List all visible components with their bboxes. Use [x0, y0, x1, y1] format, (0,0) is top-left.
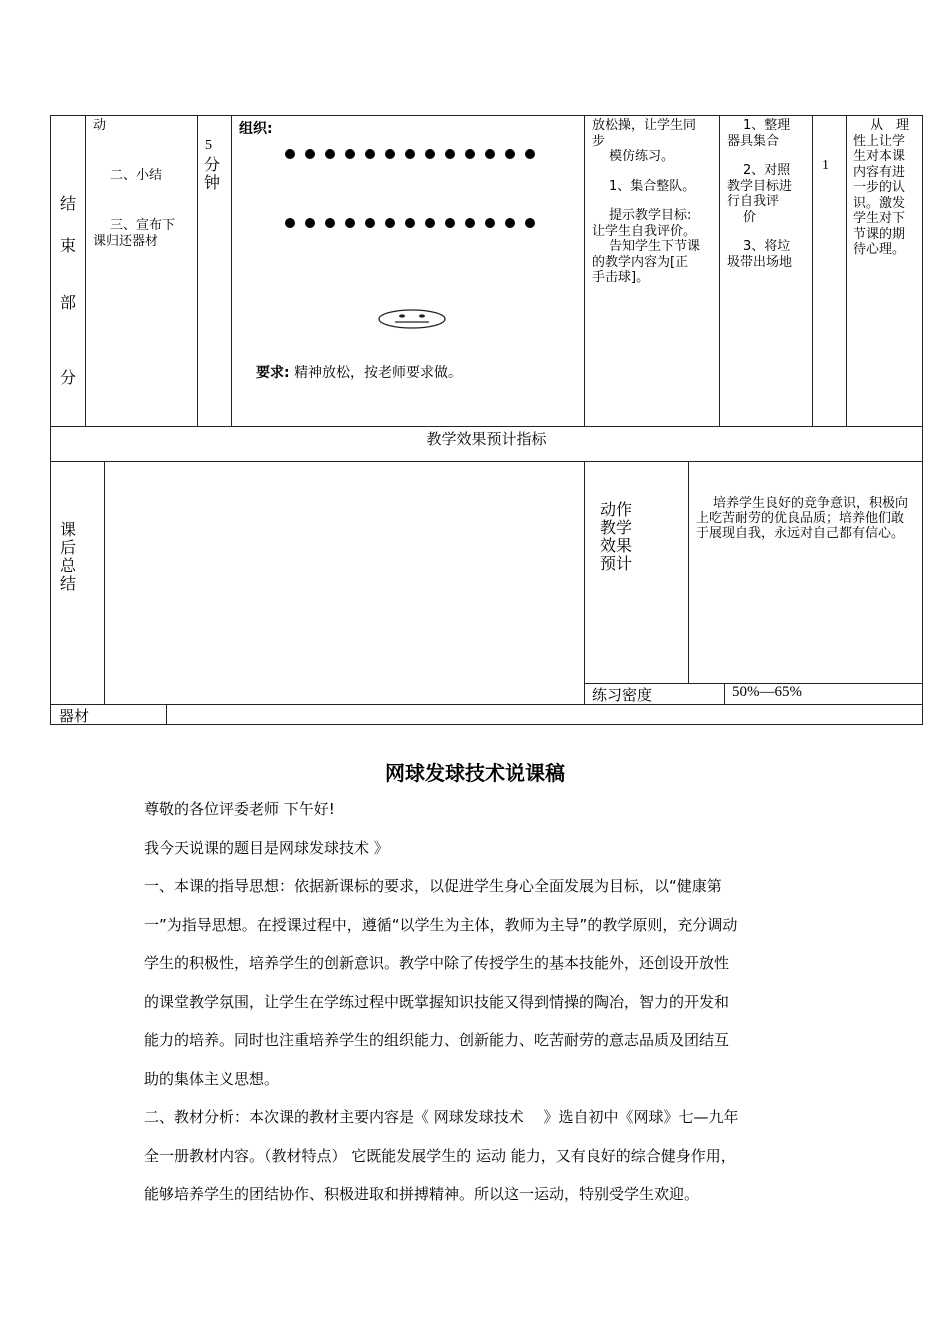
student-dot-icon: [305, 218, 315, 228]
content-line-top: 动: [93, 118, 107, 133]
intent-line: 内容有进: [853, 164, 906, 180]
equipment-label-cell: [50, 704, 167, 725]
section-label-char: 束: [59, 236, 76, 255]
student-activity-line: 3、将垃: [743, 239, 791, 254]
organization-cell: [231, 115, 585, 427]
student-dot-icon: [285, 218, 295, 228]
student-dot-icon: [285, 149, 295, 159]
student-dot-icon: [505, 218, 515, 228]
intent-line: 一步的认: [853, 180, 906, 195]
student-dot-icon: [445, 218, 455, 228]
student-dot-icon: [305, 149, 315, 159]
expectation-label-cell: [584, 461, 689, 684]
student-activity-line: 圾带出场地: [727, 254, 793, 270]
teacher-activity-line: 模仿练习。: [609, 149, 675, 164]
organization-label: 组织:: [239, 121, 273, 137]
teacher-activity-line: 手击球]。: [592, 270, 650, 285]
effect-header-row: [50, 426, 923, 462]
student-activity-line: 器具集合: [727, 133, 780, 149]
student-dot-icon: [525, 218, 535, 228]
student-dot-icon: [485, 149, 495, 159]
student-dot-icon: [385, 218, 395, 228]
student-dot-icon: [525, 149, 535, 159]
intent-line: 待心理。: [853, 242, 906, 257]
student-dot-icon: [465, 149, 475, 159]
paragraph-line: 的课堂教学氛围，让学生在学练过程中既掌握知识技能又得到情操的陶冶，智力的开发和: [144, 992, 730, 1011]
teacher-activity-line: 提示教学目标:: [609, 208, 692, 223]
count-value: 1: [822, 158, 829, 173]
student-dot-icon: [505, 149, 515, 159]
student-dot-icon: [465, 218, 475, 228]
equipment-label: 器材: [59, 707, 90, 725]
paragraph-line: 能力的培养。同时也注重培养学生的组织能力、创新能力、吃苦耐劳的意志品质及团结互: [144, 1031, 730, 1049]
density-label: 练习密度: [592, 686, 653, 704]
summary-label-cell: [50, 461, 105, 705]
smiley-face-icon: [376, 308, 448, 330]
intent-line: 识。激发: [853, 195, 906, 211]
document-title: 网球发球技术说课稿: [385, 761, 565, 785]
density-label-cell: [584, 683, 725, 705]
student-dot-icon: [345, 149, 355, 159]
paragraph-line: 一、本课的指导思想：依据新课标的要求，以促进学生身心全面发展为目标，以“健康第: [144, 877, 722, 895]
requirement-text: 精神放松，按老师要求做。: [294, 365, 463, 381]
section-label-cell: [50, 115, 86, 427]
student-activity-line: 价: [743, 209, 757, 225]
requirement-line: [256, 362, 462, 382]
intent-cell: [846, 115, 923, 427]
teacher-activity-line: 让学生自我评价。: [592, 223, 697, 239]
teacher-activity-cell: [584, 115, 720, 427]
teacher-activity-line: 的教学内容为[正: [592, 254, 689, 270]
equipment-value-cell[interactable]: [166, 704, 923, 725]
density-value-cell: [724, 683, 923, 705]
count-cell: [812, 115, 847, 427]
student-activity-line: 1、整理: [743, 118, 791, 133]
intent-line: 学生对下: [853, 211, 906, 226]
requirement-label: 要求:: [256, 365, 290, 381]
section-label-char: 结: [59, 194, 76, 213]
summary-content-cell[interactable]: [104, 461, 585, 705]
student-dot-icon: [325, 149, 335, 159]
teacher-activity-line: 1、集合整队。: [609, 178, 696, 194]
content-item-dismiss-line1: 三、宣布下: [110, 218, 176, 233]
paragraph-line: 二、教材分析：本次课的教材主要内容是《 网球发球技术 》选自初中《网球》七—九年: [144, 1108, 739, 1126]
paragraph-line: 我今天说课的题目是网球发球技术 》: [144, 838, 389, 857]
student-dot-icon: [365, 218, 375, 228]
teacher-activity-line: 步: [592, 133, 606, 149]
student-dot-icon: [425, 218, 435, 228]
student-dot-icon: [425, 149, 435, 159]
student-dot-icon: [445, 149, 455, 159]
effect-header-title: 教学效果预计指标: [426, 430, 547, 448]
section-label-char: 分: [59, 368, 76, 387]
summary-label: 课 后 总 结: [60, 520, 77, 593]
density-value: 50%—65%: [732, 684, 802, 700]
intent-line: 性上让学: [853, 133, 906, 149]
time-cell: [197, 115, 232, 427]
paragraph-line: 全一册教材内容。（教材特点） 它既能发展学生的 运动 能力，又有良好的综合健身作用，: [144, 1146, 736, 1165]
student-dot-icon: [385, 149, 395, 159]
student-dot-icon: [325, 218, 335, 228]
paragraph-line: 学生的积极性，培养学生的创新意识。教学中除了传授学生的基本技能外，还创设开放性: [144, 954, 730, 972]
expectation-text: 培养学生良好的竞争意识，积极向上吃苦耐劳的优良品质；培养他们敢于展现自我，永远对自己都有信心。: [696, 496, 909, 541]
time-unit: 分 钟: [204, 155, 221, 192]
student-activity-line: 教学目标进: [727, 178, 793, 194]
student-activity-cell: [719, 115, 813, 427]
paragraph-line: 尊敬的各位评委老师 下午好!: [144, 800, 335, 818]
expectation-text-cell: [688, 461, 923, 684]
intent-line: 节课的期: [853, 226, 906, 242]
section-label-char: 部: [59, 293, 76, 312]
student-activity-line: 行自我评: [727, 194, 780, 209]
student-dot-icon: [365, 149, 375, 159]
student-formation-row-2: [285, 218, 535, 228]
expectation-label: 动作 教学 效果 预计: [600, 500, 633, 573]
paragraph-line: 助的集体主义思想。: [144, 1069, 280, 1088]
content-item-summary: 二、小结: [110, 168, 163, 183]
teacher-activity-line: 告知学生下节课: [609, 239, 701, 254]
student-dot-icon: [345, 218, 355, 228]
content-item-dismiss-line2: 课归还器材: [93, 234, 159, 249]
student-dot-icon: [485, 218, 495, 228]
time-value: 5: [205, 138, 212, 153]
student-dot-icon: [405, 218, 415, 228]
student-activity-line: 2、对照: [743, 163, 791, 178]
document-body: [144, 790, 824, 1214]
student-dot-icon: [405, 149, 415, 159]
student-formation-row-1: [285, 149, 535, 159]
intent-line: 生对本课: [853, 149, 906, 164]
paragraph-line: 能够培养学生的团结协作、积极进取和拼搏精神。所以这一运动，特别受学生欢迎。: [144, 1185, 700, 1203]
paragraph-line: 一”为指导思想。在授课过程中，遵循“以学生为主体，教师为主导”的教学原则，充分调动: [144, 915, 738, 934]
content-cell: [85, 115, 198, 427]
intent-line: 从 理: [870, 118, 910, 133]
teacher-activity-line: 放松操，让学生同: [592, 118, 697, 133]
